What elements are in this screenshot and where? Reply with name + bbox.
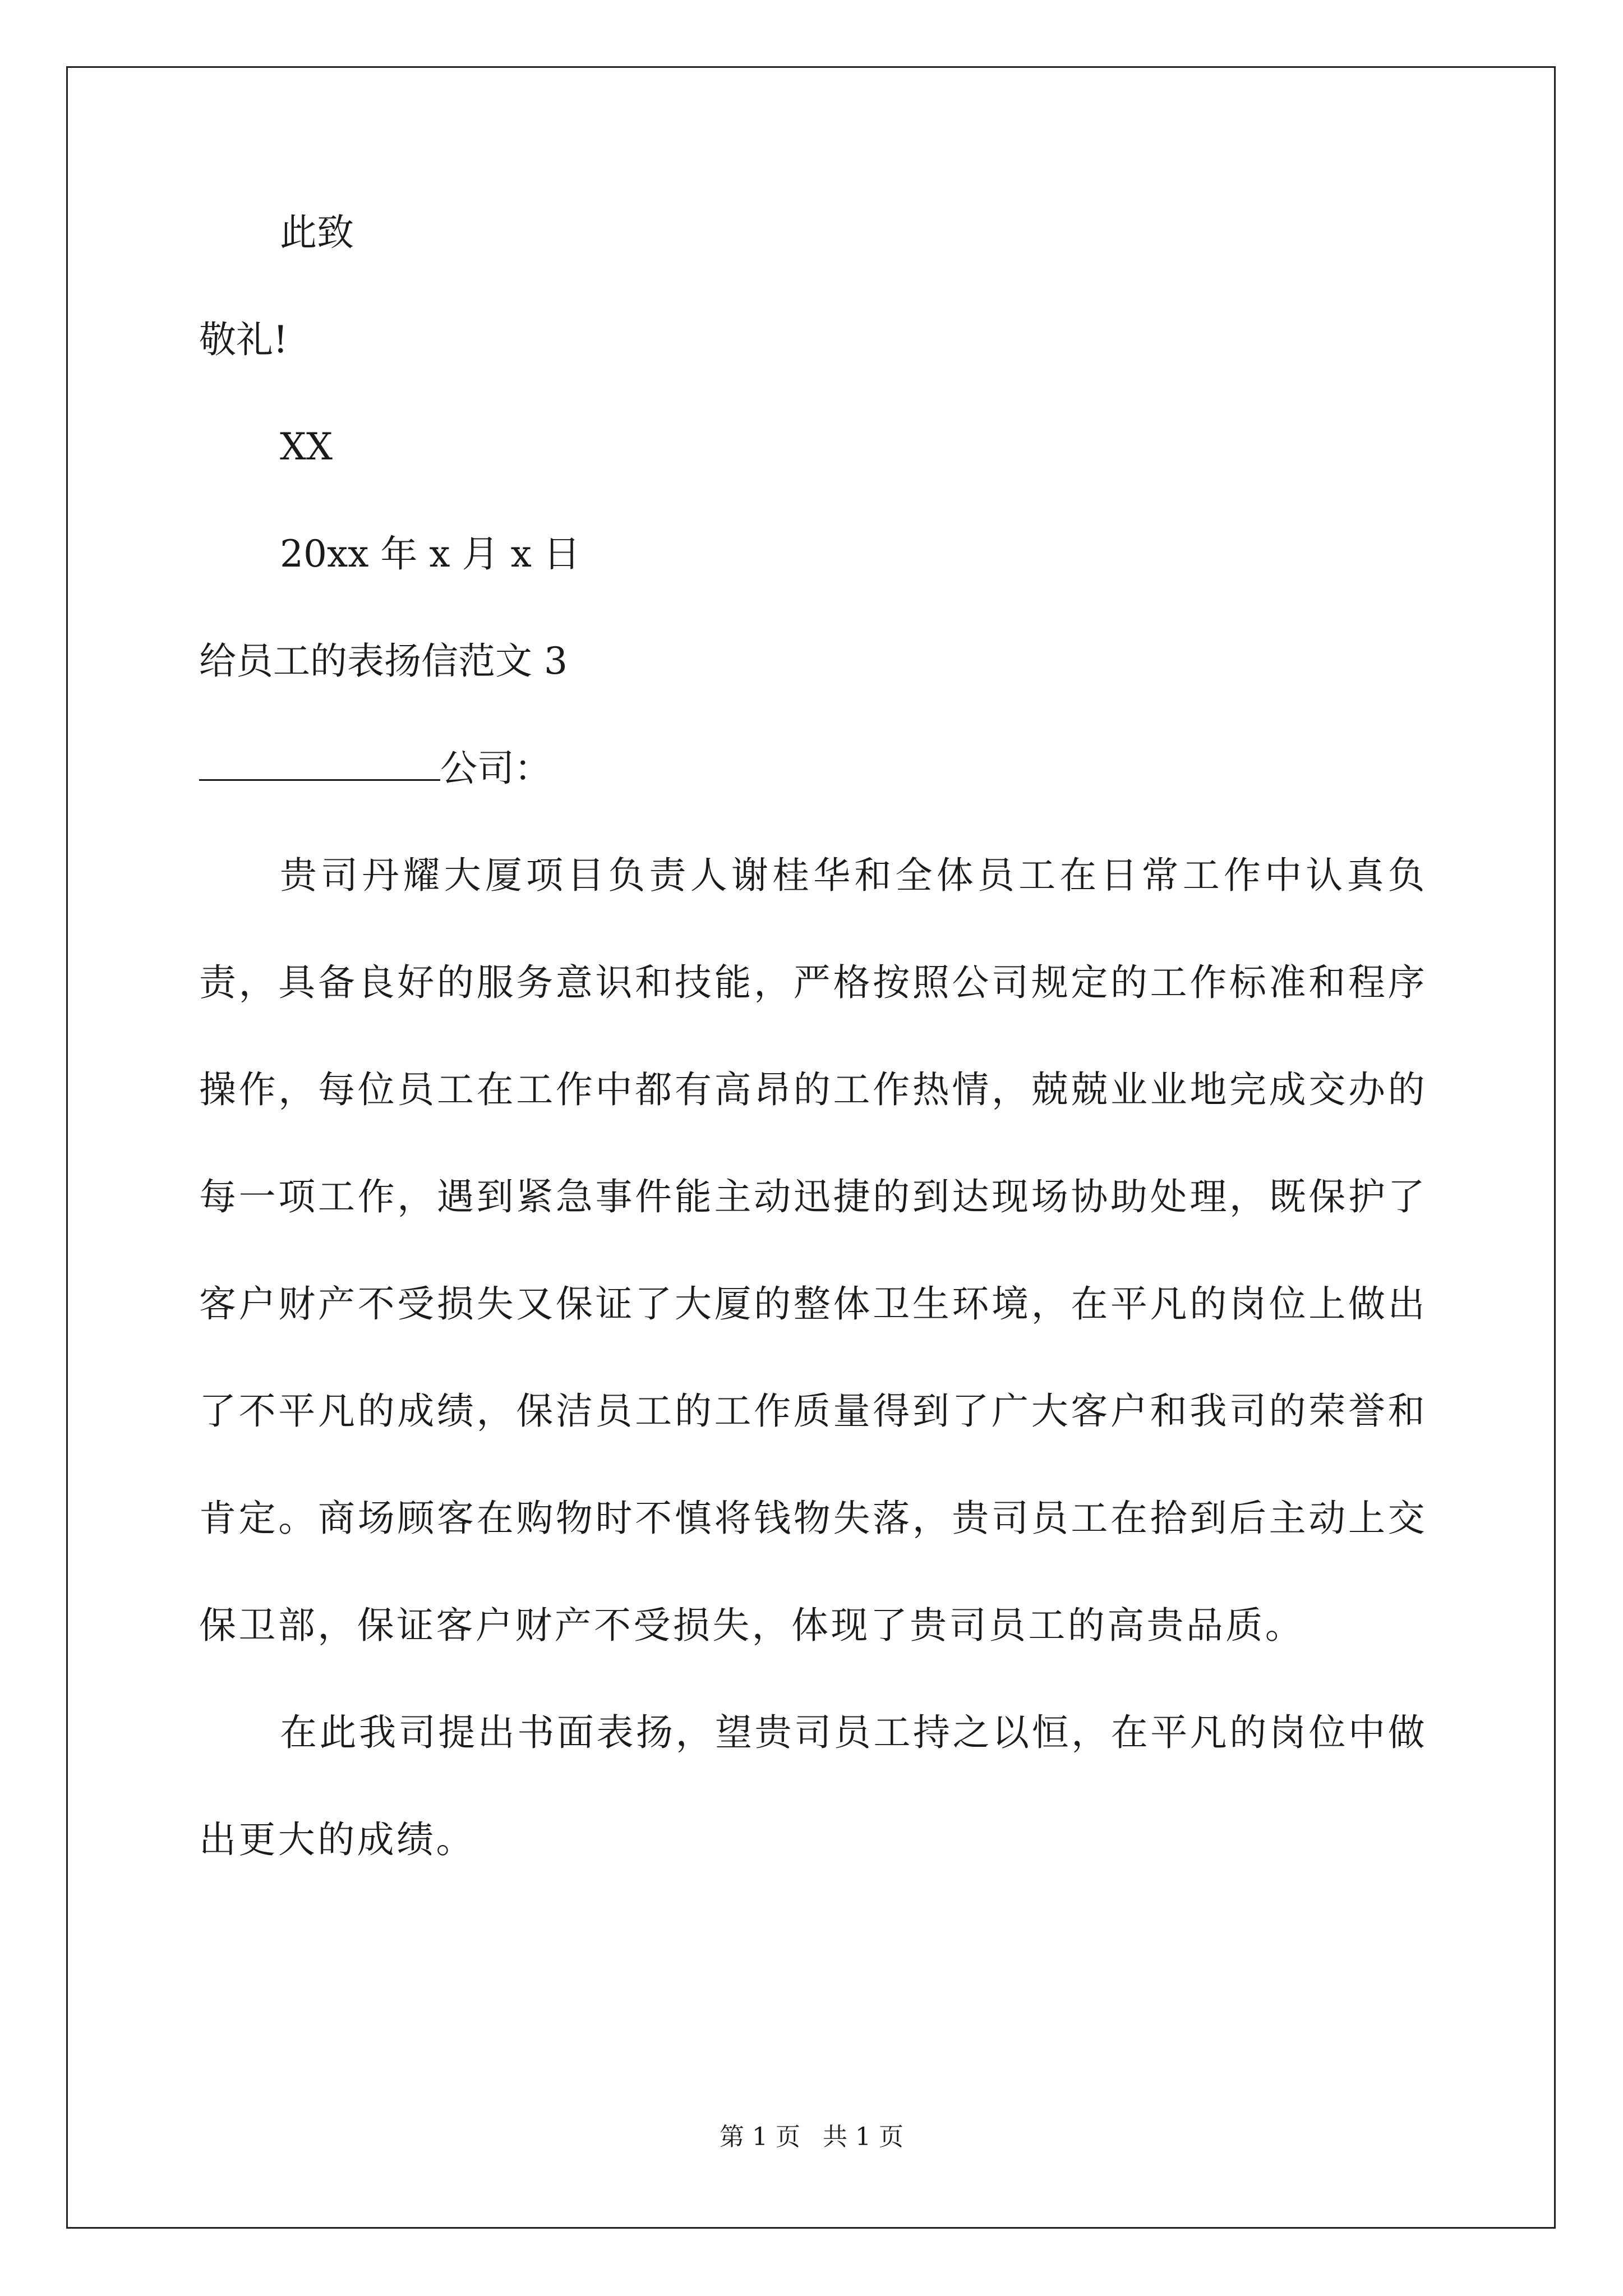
letter-date: 20xx 年 x 月 x 日	[280, 532, 580, 576]
section-heading: 给员工的表扬信范文 3	[199, 639, 568, 683]
page-count: 共 1 页	[823, 2123, 903, 2151]
salutation: 敬礼!	[199, 318, 288, 361]
document-body	[199, 210, 1427, 1893]
page-footer	[0, 2120, 1623, 2154]
closing-phrase: 此致	[280, 211, 354, 254]
recipient-line	[199, 746, 1427, 791]
recipient-suffix: 公司：	[440, 747, 551, 790]
page-number: 第 1 页	[720, 2123, 800, 2151]
signature: XX	[280, 425, 333, 468]
body-paragraph: 贵司丹耀大厦项目负责人谢桂华和全体员工在日常工作中认真负责，具备良好的服务意识和技能，严格按照公司规定的工作标准和程序操作，每位员工在工作中都有高昂的工作热情，兢兢业业地完成交办的每一项工作，遇到紧急事件能主动迅捷的到达现场协助处理，既保护了客户财产不受损失又保证了大厦的整体卫生环境，在平凡的岗位上做出了不平凡的成绩，保洁员工的工作质量得到了广大客户和我司的荣誉和肯定。商场顾客在购物时不慎将钱物失落，贵司员工在拾到后主动上交保卫部，保证客户财产不受损失，体现了贵司员工的高贵品质。	[199, 854, 1427, 1647]
body-paragraph: 在此我司提出书面表扬，望贵司员工持之以恒，在平凡的岗位中做出更大的成绩。	[199, 1711, 1427, 1861]
recipient-blank	[199, 749, 440, 781]
